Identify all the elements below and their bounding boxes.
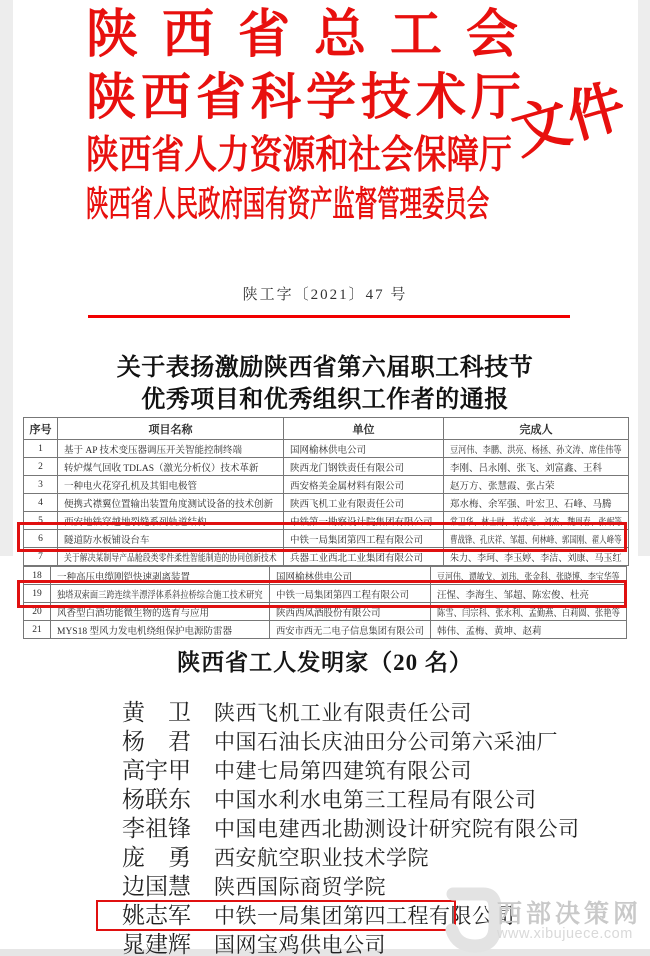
cell-project: 便携式襟翼位置输出装置角度测试设备的技术创新: [64, 499, 274, 510]
issuer-line-4: 陕西省人民政府国有资产监督管理委员会: [86, 185, 490, 224]
watermark-logo-icon: [443, 884, 501, 954]
cell-people: 曹战锋、孔庆祥、邹超、何林峰、郭国刚、翟人峰等: [450, 535, 622, 546]
table-row: 18 一种高压电缆刚铠快速剥离装置 国网榆林供电公司 豆河伟、谭敏戈、刘玮、张金科、张晓博、李宝华等: [24, 567, 627, 585]
col-header-org: 单位: [284, 418, 444, 440]
cell-project: 隧道防水板铺设台车: [64, 535, 150, 546]
cell-org: 陕西龙门钢铁责任有限公司: [290, 463, 405, 474]
table-row: 5 西安地铁穿越地裂缝系列轨道结构 中铁第一勘察设计院集团有限公司 常卫华、林士财、苏成光、刘杰、魏周春、张岷等: [24, 512, 629, 530]
table-row: 7 关于解决某制导产品舱段类零件柔性智能制造的协同创新技术 兵器工业西北工业集团有限公司 朱力、李珂、李玉婷、李洁、刘康、马玉红: [24, 548, 629, 566]
cell-org: 陕西西凤酒股份有限公司: [276, 608, 381, 619]
cell-org: 中铁第一勘察设计院集团有限公司: [290, 517, 433, 528]
cell-org: 中铁一局集团第四工程有限公司: [276, 590, 410, 601]
cell-people: 韩伟、孟梅、黄坤、赵莉: [437, 626, 542, 637]
inventor-org: 西安航空职业技术学院: [214, 846, 429, 870]
scan-edge-right: [638, 0, 650, 556]
inventor-org: 陕西飞机工业有限责任公司: [214, 701, 472, 725]
inventor-name: 庞 勇: [122, 845, 191, 870]
watermark-site-url: www.xibujuece.com: [497, 926, 633, 942]
cell-project: 关于解决某制导产品舱段类零件柔性智能制造的协同创新技术: [64, 553, 277, 564]
projects-table-part1: [23, 417, 629, 566]
red-divider-line: [88, 315, 570, 318]
list-item: [0, 843, 650, 872]
cell-project: 转炉煤气回收 TDLAS（激光分析仪）技术革新: [64, 463, 259, 474]
list-item: [0, 814, 650, 843]
projects-table-part2: [23, 566, 627, 639]
cell-org: 国网榆林供电公司: [290, 445, 367, 456]
issuer-line-3: 陕西省人力资源和社会保障厅: [86, 134, 512, 177]
inventor-org: 陕西国际商贸学院: [214, 875, 386, 899]
cell-people: 豆河伟、李鹏、洪亮、杨拯、孙文涛、席佳伟等: [450, 445, 622, 456]
table-row: 20 风香型白酒功能微生物的选育与应用 陕西西凤酒股份有限公司 陈雪、闫宗科、张永利、孟勤燕、白莉圆、张艳等: [24, 603, 627, 621]
table-row: 3 一种电火花穿孔机及其钼电极管 西安格美金属材料有限公司 赵万方、张慧霞、张占荣: [24, 476, 629, 494]
cell-project: 一种高压电缆刚铠快速剥离装置: [57, 572, 191, 583]
document-title-line-2: 优秀项目和优秀组织工作者的通报: [141, 387, 509, 413]
cell-people: 赵万方、张慧霞、张占荣: [450, 481, 555, 492]
col-header-no: 序号: [24, 418, 58, 440]
document-number: 陕工字〔2021〕47 号: [242, 287, 408, 303]
cell-people: 郑水梅、余军强、叶宏卫、石峰、马腾: [450, 499, 612, 510]
inventor-name: 黄 卫: [122, 700, 191, 725]
list-item: [0, 785, 650, 814]
col-header-project: 项目名称: [58, 418, 284, 440]
document-title-line-1: 关于表扬激励陕西省第六届职工科技节: [116, 355, 534, 381]
cell-people: 豆河伟、谭敏戈、刘玮、张金科、张晓博、李宝华等: [437, 572, 620, 583]
col-header-people: 完成人: [444, 418, 629, 440]
inventors-section-title: 陕西省工人发明家（20 名）: [177, 650, 473, 675]
cell-org: 兵器工业西北工业集团有限公司: [290, 553, 424, 564]
list-item: [0, 727, 650, 756]
cell-people: 李刚、吕永刚、张飞、刘富鑫、王科: [450, 463, 603, 474]
inventor-org: 国网宝鸡供电公司: [214, 933, 386, 956]
inventor-name: 高宇甲: [122, 758, 191, 783]
inventor-org: 中国水利水电第三工程局有限公司: [214, 788, 537, 812]
cell-project: 独塔双索面三跨连续半漂浮体系斜拉桥综合施工技术研究: [57, 590, 263, 601]
table-row: 1 基于 AP 技术变压器调压开关智能控制终端 国网榆林供电公司 豆河伟、李鹏、洪亮、杨拯、孙文涛、席佳伟等: [24, 440, 629, 458]
cell-project: MYS18 型风力发电机绕组保护电源防雷器: [57, 626, 232, 637]
list-item: [0, 756, 650, 785]
table-row: 4 便携式襟翼位置输出装置角度测试设备的技术创新 陕西飞机工业有限责任公司 郑水梅、余军强、叶宏卫、石峰、马腾: [24, 494, 629, 512]
cell-people: 常卫华、林士财、苏成光、刘杰、魏周春、张岷等: [450, 517, 623, 528]
table-row: 2 转炉煤气回收 TDLAS（激光分析仪）技术革新 陕西龙门钢铁责任有限公司 李刚、吕永刚、张飞、刘富鑫、王科: [24, 458, 629, 476]
table-header-row: [24, 418, 629, 440]
issuer-line-2: 陕西省科学技术厅: [86, 69, 526, 125]
cell-project: 风香型白酒功能微生物的选育与应用: [57, 608, 210, 619]
inventor-name: 边国慧: [122, 874, 191, 899]
cell-org: 西安市西无二电子信息集团有限公司: [276, 626, 425, 637]
cell-project: 一种电火花穿孔机及其钼电极管: [64, 481, 198, 492]
table-row-highlighted: 19 独塔双索面三跨连续半漂浮体系斜拉桥综合施工技术研究 中铁一局集团第四工程有限公司 汪惺、李海生、邹超、陈宏俊、杜亮: [24, 585, 627, 603]
cell-project: 西安地铁穿越地裂缝系列轨道结构: [64, 517, 207, 528]
cell-project: 基于 AP 技术变压器调压开关智能控制终端: [64, 445, 243, 456]
table-row: 21 MYS18 型风力发电机绕组保护电源防雷器 西安市西无二电子信息集团有限公司 韩伟、孟梅、黄坤、赵莉: [24, 621, 627, 639]
inventor-org: 中建七局第四建筑有限公司: [214, 759, 472, 783]
header-wenjian-label: 文件: [505, 74, 633, 167]
inventor-name: 杨联东: [122, 787, 191, 812]
cell-org: 中铁一局集团第四工程有限公司: [290, 535, 424, 546]
cell-org: 陕西飞机工业有限责任公司: [290, 499, 405, 510]
cell-people: 朱力、李珂、李玉婷、李洁、刘康、马玉红: [450, 553, 622, 564]
inventor-org: 中国电建西北勘测设计研究院有限公司: [214, 817, 580, 841]
inventor-name: 杨 君: [122, 729, 191, 754]
inventor-org: 中国石油长庆油田分公司第六采油厂: [214, 730, 558, 754]
inventor-org: 中铁一局集团第四工程有限公司: [214, 904, 515, 928]
scan-edge-left: [0, 0, 13, 556]
table-row-highlighted: 6 隧道防水板铺设台车 中铁一局集团第四工程有限公司 曹战锋、孔庆祥、邹超、何林峰、郭国刚、翟人峰等: [24, 530, 629, 548]
watermark-site-name: 西部决策网: [497, 901, 643, 928]
list-item: [0, 698, 650, 727]
cell-org: 国网榆林供电公司: [276, 572, 353, 583]
issuer-line-1: 陕西省总工会: [86, 7, 543, 64]
cell-people: 陈雪、闫宗科、张永利、孟勤燕、白莉圆、张艳等: [437, 608, 621, 619]
cell-people: 汪惺、李海生、邹超、陈宏俊、杜亮: [437, 590, 590, 601]
cell-org: 西安格美金属材料有限公司: [290, 481, 405, 492]
inventor-name: 姚志军: [122, 903, 191, 928]
inventor-name: 李祖锋: [122, 816, 191, 841]
inventor-name: 晁建辉: [122, 932, 191, 956]
